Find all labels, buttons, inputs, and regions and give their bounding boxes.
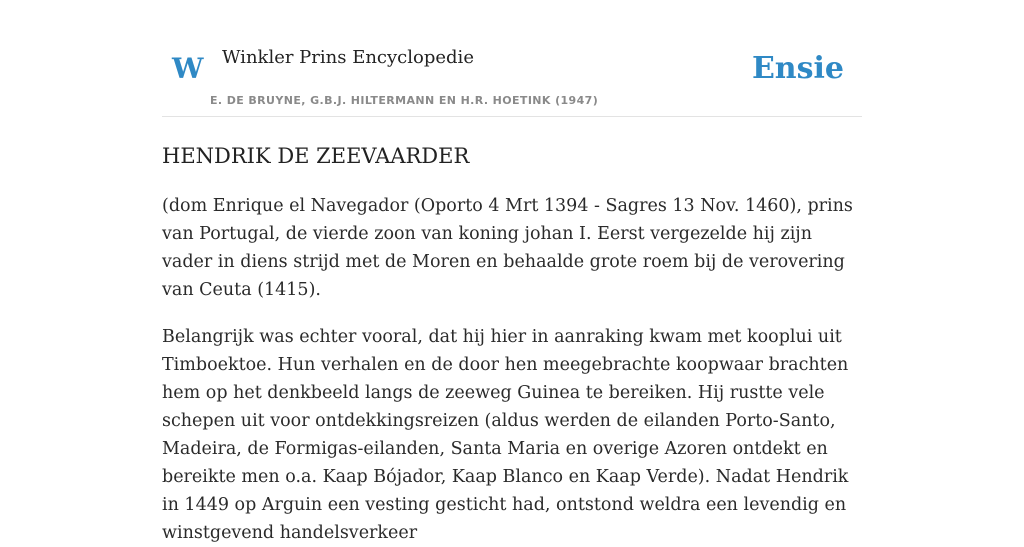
article-title: HENDRIK DE ZEEVAARDER <box>162 144 470 168</box>
article-body <box>162 140 867 547</box>
source-header <box>162 36 862 117</box>
article-paragraph: Belangrijk was echter vooral, dat hij hier in aanraking kwam met kooplui uit Timboektoe. Hun verhalen en de door hen meegebrachte koopwaar brachten hem op het denkbeeld langs de zeeweg Guinea te bereiken. Hij rustte vele schepen uit voor ontdekkingsreizen (aldus werden de eilanden Porto-Santo, Madeira, de Formigas-eilanden, Santa Maria en overige Azoren ontdekt en bereikte men o.a. Kaap Bójador, Kaap Blanco en Kaap Verde). Nadat Hendrik in 1449 op Arguin een vesting gesticht had, ontstond weldra een levendig en winstgevend handelsverkeer <box>162 327 849 543</box>
winkler-prins-logo-icon[interactable]: W <box>172 52 204 85</box>
source-title[interactable]: Winkler Prins Encyclopedie <box>222 47 474 68</box>
source-authors: E. DE BRUYNE, G.B.J. HILTERMANN EN H.R. HOETINK (1947) <box>210 94 599 107</box>
ensie-brand-link[interactable]: Ensie <box>751 51 844 86</box>
article-paragraph: (dom Enrique el Navegador (Oporto 4 Mrt 1394 - Sagres 13 Nov. 1460), prins van Portugal, de vierde zoon van koning johan I. Eerst vergezelde hij zijn vader in diens strijd met de Moren en behaalde grote roem bij de verovering van Ceuta (1415). <box>162 196 853 300</box>
